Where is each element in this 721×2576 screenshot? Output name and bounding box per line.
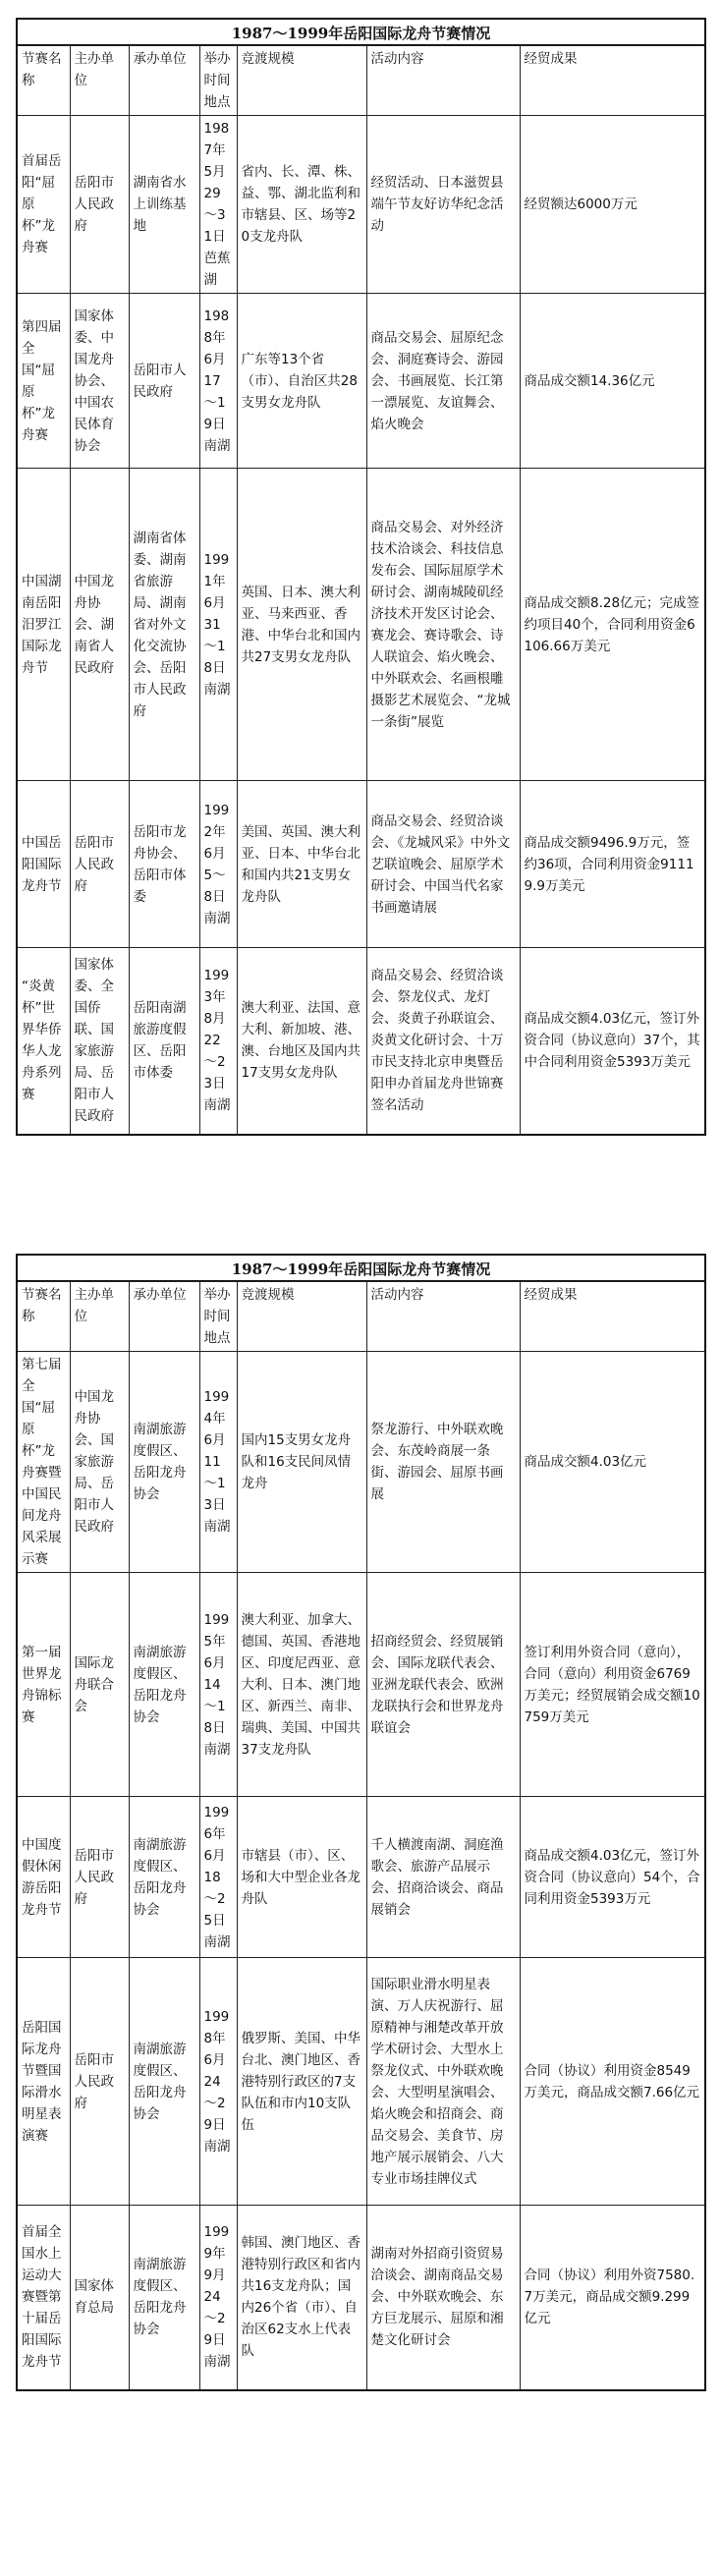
event-name-cell: 第四届全国“屈原杯”龙舟赛	[17, 294, 70, 469]
host-cell: 岳阳市人民政府	[129, 294, 199, 469]
header-cell: 举办时间地点	[199, 1282, 237, 1352]
organizer-cell: 国际龙舟联合会	[70, 1573, 129, 1797]
event-name-cell: 中国岳阳国际龙舟节	[17, 781, 70, 948]
table-row	[17, 1797, 705, 1958]
activities-cell: 千人横渡南湖、洞庭渔歌会、旅游产品展示会、招商洽谈会、商品展销会	[366, 1797, 520, 1958]
host-cell: 岳阳市龙舟协会、岳阳市体委	[129, 781, 199, 948]
scale-cell: 澳大利亚、加拿大、德国、英国、香港地区、印度尼西亚、意大利、日本、澳门地区、新西兰、南非、瑞典、美国、中国共37支龙舟队	[237, 1573, 366, 1797]
table-row	[17, 469, 705, 781]
scale-cell: 英国、日本、澳大利亚、马来西亚、香港、中华台北和国内共27支男女龙舟队	[237, 469, 366, 781]
table-row	[17, 2206, 705, 2390]
header-cell: 节赛名称	[17, 1282, 70, 1352]
event-name-cell: 第一届世界龙舟锦标赛	[17, 1573, 70, 1797]
organizer-cell: 中国龙舟协会、湖南省人民政府	[70, 469, 129, 781]
activities-cell: 祭龙游行、中外联欢晚会、东茂岭商展一条街、游园会、屈原书画展	[366, 1352, 520, 1573]
table-row	[17, 781, 705, 948]
time-place-cell: 1998年6月24～29日南湖	[199, 1958, 237, 2206]
scale-cell: 省内、长、潭、株、益、鄂、湖北监利和市辖县、区、场等20支龙舟队	[237, 116, 366, 294]
activities-cell: 招商经贸会、经贸展销会、国际龙联代表会、亚洲龙联代表会、欧洲龙联执行会和世界龙舟联谊会	[366, 1573, 520, 1797]
table-row	[17, 294, 705, 469]
header-cell: 承办单位	[129, 1282, 199, 1352]
activities-cell: 商品交易会、经贸洽谈会、《龙城风采》中外文艺联谊晚会、屈原学术研讨会、中国当代名家书画邀请展	[366, 781, 520, 948]
activities-cell: 湖南对外招商引资贸易洽谈会、湖南商品交易会、中外联欢晚会、东方巨龙展示、屈原和湘楚文化研讨会	[366, 2206, 520, 2390]
header-cell: 经贸成果	[520, 1282, 705, 1352]
organizer-cell: 岳阳市人民政府	[70, 116, 129, 294]
table-row	[17, 948, 705, 1135]
results-cell: 商品成交额14.36亿元	[520, 294, 705, 469]
header-cell: 承办单位	[129, 46, 199, 116]
header-cell: 举办时间地点	[199, 46, 237, 116]
host-cell: 湖南省体委、湖南省旅游局、湖南省对外文化交流协会、岳阳市人民政府	[129, 469, 199, 781]
event-name-cell: 岳阳国际龙舟节暨国际滑水明星表演赛	[17, 1958, 70, 2206]
event-name-cell: 首届全国水上运动大赛暨第十届岳阳国际龙舟节	[17, 2206, 70, 2390]
results-cell: 商品成交额4.03亿元，签订外资合同（协议意向）37个，其中合同利用资金5393万美元	[520, 948, 705, 1135]
event-name-cell: 首届岳阳“屈原杯”龙舟赛	[17, 116, 70, 294]
host-cell: 南湖旅游度假区、岳阳龙舟协会	[129, 2206, 199, 2390]
organizer-cell: 国家体育总局	[70, 2206, 129, 2390]
organizer-cell: 中国龙舟协会、国家旅游局、岳阳市人民政府	[70, 1352, 129, 1573]
scale-cell: 国内15支男女龙舟队和16支民间凤情龙舟	[237, 1352, 366, 1573]
header-cell: 竞渡规模	[237, 46, 366, 116]
scale-cell: 俄罗斯、美国、中华台北、澳门地区、香港特别行政区的7支队伍和市内10支队伍	[237, 1958, 366, 2206]
host-cell: 南湖旅游度假区、岳阳龙舟协会	[129, 1352, 199, 1573]
table-title: 1987～1999年岳阳国际龙舟节赛情况	[16, 1254, 706, 1281]
organizer-cell: 国家体委、中国龙舟协会、中国农民体育协会	[70, 294, 129, 469]
results-cell: 签订利用外资合同（意向），合同（意向）利用资金6769万美元；经贸展销会成交额10759万美元	[520, 1573, 705, 1797]
table-row	[17, 1352, 705, 1573]
organizer-cell: 岳阳市人民政府	[70, 1797, 129, 1958]
results-cell: 合同（协议）利用外资7580.7万美元，商品成交额9.299亿元	[520, 2206, 705, 2390]
header-cell: 节赛名称	[17, 46, 70, 116]
time-place-cell: 1999年9月24～29日南湖	[199, 2206, 237, 2390]
event-name-cell: 中国度假休闲游岳阳龙舟节	[17, 1797, 70, 1958]
event-name-cell: “炎黄杯”世界华侨华人龙舟系列赛	[17, 948, 70, 1135]
host-cell: 南湖旅游度假区、岳阳龙舟协会	[129, 1573, 199, 1797]
activities-cell: 商品交易会、对外经济技术洽谈会、科技信息发布会、国际屈原学术研讨会、湖南城陵矶经济技术开发区讨论会、赛龙会、赛诗歌会、诗人联谊会、焰火晚会、中外联欢会、名画根雕摄影艺术展览会、“龙城一条街”展览	[366, 469, 520, 781]
organizer-cell: 岳阳市人民政府	[70, 1958, 129, 2206]
table-part-1	[16, 18, 706, 1244]
activities-cell: 国际职业滑水明星表演、万人庆祝游行、屈原精神与湘楚改革开放学术研讨会、大型水上祭龙仪式、中外联欢晚会、大型明星演唱会、焰火晚会和招商会、商品交易会、美食节、房地产展示展销会、八大专业市场挂牌仪式	[366, 1958, 520, 2206]
time-place-cell: 1993年8月22～23日南湖	[199, 948, 237, 1135]
event-name-cell: 中国湖南岳阳汨罗江国际龙舟节	[17, 469, 70, 781]
activities-cell: 商品交易会、经贸洽谈会、祭龙仪式、龙灯会、炎黄子孙联谊会、炎黄文化研讨会、十万市民支持北京申奥暨岳阳申办首届龙舟世锦赛签名活动	[366, 948, 520, 1135]
scale-cell: 美国、英国、澳大利亚、日本、中华台北和国内共21支男女龙舟队	[237, 781, 366, 948]
scale-cell: 广东等13个省（市）、自治区共28支男女龙舟队	[237, 294, 366, 469]
time-place-cell: 1995年6月14～18日南湖	[199, 1573, 237, 1797]
organizer-cell: 国家体委、全国侨联、国家旅游局、岳阳市人民政府	[70, 948, 129, 1135]
results-cell: 合同（协议）利用资金8549万美元，商品成交额7.66亿元	[520, 1958, 705, 2206]
organizer-cell: 岳阳市人民政府	[70, 781, 129, 948]
time-place-cell: 1996年6月18～25日南湖	[199, 1797, 237, 1958]
time-place-cell: 1987年5月29～31日芭蕉湖	[199, 116, 237, 294]
time-place-cell: 1991年6月31～18日南湖	[199, 469, 237, 781]
header-cell: 竞渡规模	[237, 1282, 366, 1352]
header-cell: 经贸成果	[520, 46, 705, 116]
results-cell: 商品成交额4.03亿元	[520, 1352, 705, 1573]
table-title: 1987～1999年岳阳国际龙舟节赛情况	[16, 18, 706, 45]
events-table	[16, 1281, 706, 2391]
header-cell: 主办单位	[70, 1282, 129, 1352]
header-row	[17, 46, 705, 116]
header-row	[17, 1282, 705, 1352]
header-cell: 活动内容	[366, 46, 520, 116]
host-cell: 岳阳南湖旅游度假区、岳阳市体委	[129, 948, 199, 1135]
activities-cell: 经贸活动、日本滋贺县端午节友好访华纪念活动	[366, 116, 520, 294]
scale-cell: 澳大利亚、法国、意大利、新加坡、港、澳、台地区及国内共17支男女龙舟队	[237, 948, 366, 1135]
header-cell: 主办单位	[70, 46, 129, 116]
host-cell: 南湖旅游度假区、岳阳龙舟协会	[129, 1958, 199, 2206]
host-cell: 南湖旅游度假区、岳阳龙舟协会	[129, 1797, 199, 1958]
time-place-cell: 1994年6月11～13日南湖	[199, 1352, 237, 1573]
results-cell: 商品成交额8.28亿元；完成签约项目40个，合同利用资金6106.66万美元	[520, 469, 705, 781]
host-cell: 湖南省水上训练基地	[129, 116, 199, 294]
header-cell: 活动内容	[366, 1282, 520, 1352]
event-name-cell: 第七届全国“屈原杯”龙舟赛暨中国民间龙舟风采展示赛	[17, 1352, 70, 1573]
events-table	[16, 45, 706, 1136]
activities-cell: 商品交易会、屈原纪念会、洞庭赛诗会、游园会、书画展览、长江第一漂展览、友谊舞会、焰火晚会	[366, 294, 520, 469]
table-row	[17, 1573, 705, 1797]
table-row	[17, 1958, 705, 2206]
time-place-cell: 1988年6月17～19日南湖	[199, 294, 237, 469]
scale-cell: 市辖县（市）、区、场和大中型企业各龙舟队	[237, 1797, 366, 1958]
results-cell: 商品成交额4.03亿元，签订外资合同（协议意向）54个，合同利用资金5393万元	[520, 1797, 705, 1958]
results-cell: 经贸额达6000万元	[520, 116, 705, 294]
table-row	[17, 116, 705, 294]
results-cell: 商品成交额9496.9万元，签约36项，合同利用资金91119.9万美元	[520, 781, 705, 948]
time-place-cell: 1992年6月5～8日南湖	[199, 781, 237, 948]
scale-cell: 韩国、澳门地区、香港特别行政区和省内共16支龙舟队；国内26个省（市）、自治区62支水上代表队	[237, 2206, 366, 2390]
table-part-2	[16, 1254, 706, 2558]
